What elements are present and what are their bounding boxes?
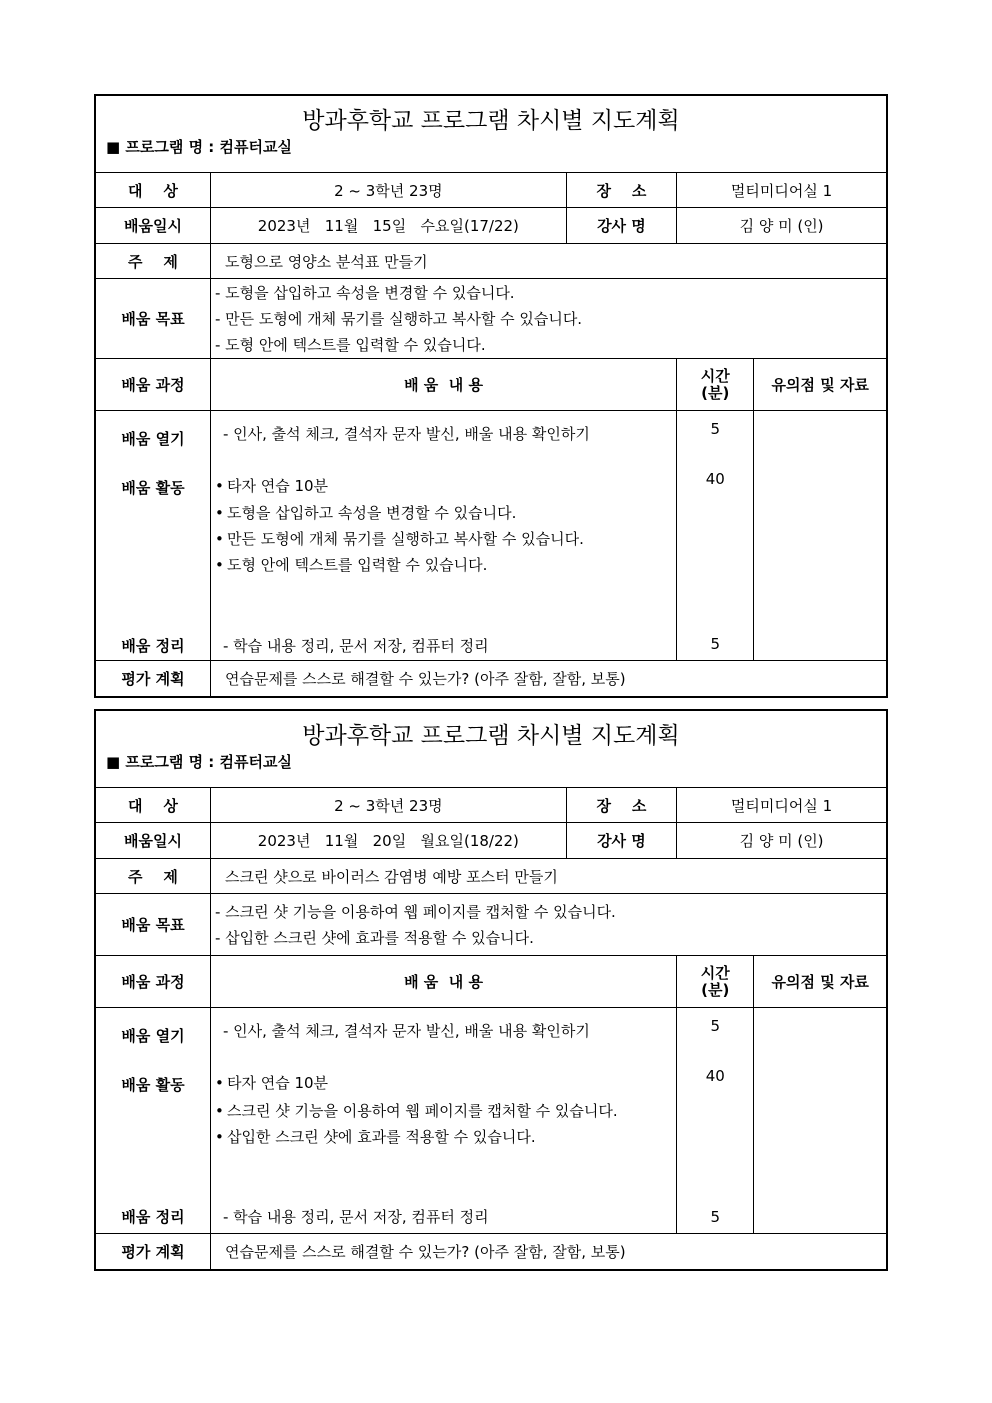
program-name: ■ 프로그램 명 : 컴퓨터교실 <box>106 138 292 156</box>
open-text: - 인사, 출석 체크, 결석자 문자 발신, 배울 내용 확인하기 <box>222 425 590 443</box>
teacher-label: 강사 명 <box>566 208 676 244</box>
time-close: 5 <box>710 1208 721 1226</box>
activity-item: • 타자 연습 10분 <box>215 1072 328 1093</box>
teacher-label: 강사 명 <box>566 823 676 859</box>
content-column <box>210 411 676 661</box>
time-close: 5 <box>710 635 721 653</box>
goal-item: - 도형 안에 텍스트를 입력할 수 있습니다. <box>214 335 486 354</box>
goal-list <box>210 279 886 359</box>
notes-header: 유의점 및 자료 <box>754 956 886 1008</box>
activity-item: • 도형을 삽입하고 속성을 변경할 수 있습니다. <box>215 502 516 523</box>
open-text: - 인사, 출석 체크, 결석자 문자 발신, 배울 내용 확인하기 <box>222 1022 590 1040</box>
place-label: 장 소 <box>566 173 676 208</box>
activity-item: • 스크린 샷 기능을 이용하여 웹 페이지를 캡처할 수 있습니다. <box>215 1100 618 1121</box>
content-header: 배 움 내 용 <box>210 956 676 1008</box>
lesson-plan-2 <box>94 709 888 1271</box>
date-value: 2023년 11월 15일 수요일(17/22) <box>210 208 566 244</box>
eval-label: 평가 계획 <box>96 661 210 696</box>
goal-label: 배움 목표 <box>96 279 210 359</box>
close-text: - 학습 내용 정리, 문서 저장, 컴퓨터 정리 <box>222 637 489 655</box>
stage-column <box>96 411 210 661</box>
stage-close: 배움 정리 <box>121 1208 185 1226</box>
topic-label: 주 제 <box>96 244 210 279</box>
place-label: 장 소 <box>566 788 676 823</box>
target-label: 대 상 <box>96 788 210 823</box>
time-header: 시간 (분) <box>677 956 754 1008</box>
notes-header: 유의점 및 자료 <box>754 359 886 411</box>
goal-list <box>210 894 886 956</box>
time-activity: 40 <box>705 470 725 488</box>
time-open: 5 <box>710 1017 721 1035</box>
content-column <box>210 1008 676 1234</box>
target-value: 2 ~ 3학년 23명 <box>210 173 566 208</box>
target-label: 대 상 <box>96 173 210 208</box>
plan-title: 방과후학교 프로그램 차시별 지도계획 <box>302 108 680 134</box>
content-header: 배 움 내 용 <box>210 359 676 411</box>
goal-item: - 만든 도형에 개체 묶기를 실행하고 복사할 수 있습니다. <box>214 309 583 328</box>
activity-item: • 도형 안에 텍스트를 입력할 수 있습니다. <box>215 554 487 575</box>
activity-item: • 삽입한 스크린 샷에 효과를 적용할 수 있습니다. <box>215 1126 536 1147</box>
time-header: 시간 (분) <box>677 359 754 411</box>
place-value: 멀티미디어실 1 <box>677 788 886 823</box>
plan-table <box>96 787 886 1269</box>
stage-close: 배움 정리 <box>121 637 185 655</box>
time-open: 5 <box>710 420 721 438</box>
goal-item: - 스크린 샷 기능을 이용하여 웹 페이지를 캡처할 수 있습니다. <box>214 902 616 921</box>
notes-column <box>754 1008 886 1234</box>
lesson-plan-1 <box>94 94 888 698</box>
close-text: - 학습 내용 정리, 문서 저장, 컴퓨터 정리 <box>222 1208 489 1226</box>
topic-value: 도형으로 영양소 분석표 만들기 <box>210 244 886 279</box>
process-header: 배움 과정 <box>96 956 210 1008</box>
eval-value: 연습문제를 스스로 해결할 수 있는가? (아주 잘함, 잘함, 보통) <box>210 1234 886 1269</box>
topic-value: 스크린 샷으로 바이러스 감염병 예방 포스터 만들기 <box>210 859 886 894</box>
goal-item: - 도형을 삽입하고 속성을 변경할 수 있습니다. <box>214 283 515 302</box>
stage-column <box>96 1008 210 1234</box>
teacher-value: 김 양 미 (인) <box>677 823 886 859</box>
notes-column <box>754 411 886 661</box>
activity-item: • 만든 도형에 개체 묶기를 실행하고 복사할 수 있습니다. <box>215 528 584 549</box>
stage-activity: 배움 활동 <box>121 479 185 497</box>
stage-open: 배움 열기 <box>121 430 185 448</box>
activity-item: • 타자 연습 10분 <box>215 475 328 496</box>
time-column <box>677 1008 754 1234</box>
stage-activity: 배움 활동 <box>121 1076 185 1094</box>
plan-table <box>96 172 886 696</box>
place-value: 멀티미디어실 1 <box>677 173 886 208</box>
date-label: 배움일시 <box>96 823 210 859</box>
goal-item: - 삽입한 스크린 샷에 효과를 적용할 수 있습니다. <box>214 928 534 947</box>
time-activity: 40 <box>705 1067 725 1085</box>
eval-label: 평가 계획 <box>96 1234 210 1269</box>
plan-title: 방과후학교 프로그램 차시별 지도계획 <box>302 723 680 749</box>
process-header: 배움 과정 <box>96 359 210 411</box>
time-column <box>677 411 754 661</box>
topic-label: 주 제 <box>96 859 210 894</box>
date-value: 2023년 11월 20일 월요일(18/22) <box>210 823 566 859</box>
eval-value: 연습문제를 스스로 해결할 수 있는가? (아주 잘함, 잘함, 보통) <box>210 661 886 696</box>
stage-open: 배움 열기 <box>121 1027 185 1045</box>
target-value: 2 ~ 3학년 23명 <box>210 788 566 823</box>
teacher-value: 김 양 미 (인) <box>677 208 886 244</box>
date-label: 배움일시 <box>96 208 210 244</box>
goal-label: 배움 목표 <box>96 894 210 956</box>
program-name: ■ 프로그램 명 : 컴퓨터교실 <box>106 753 292 771</box>
